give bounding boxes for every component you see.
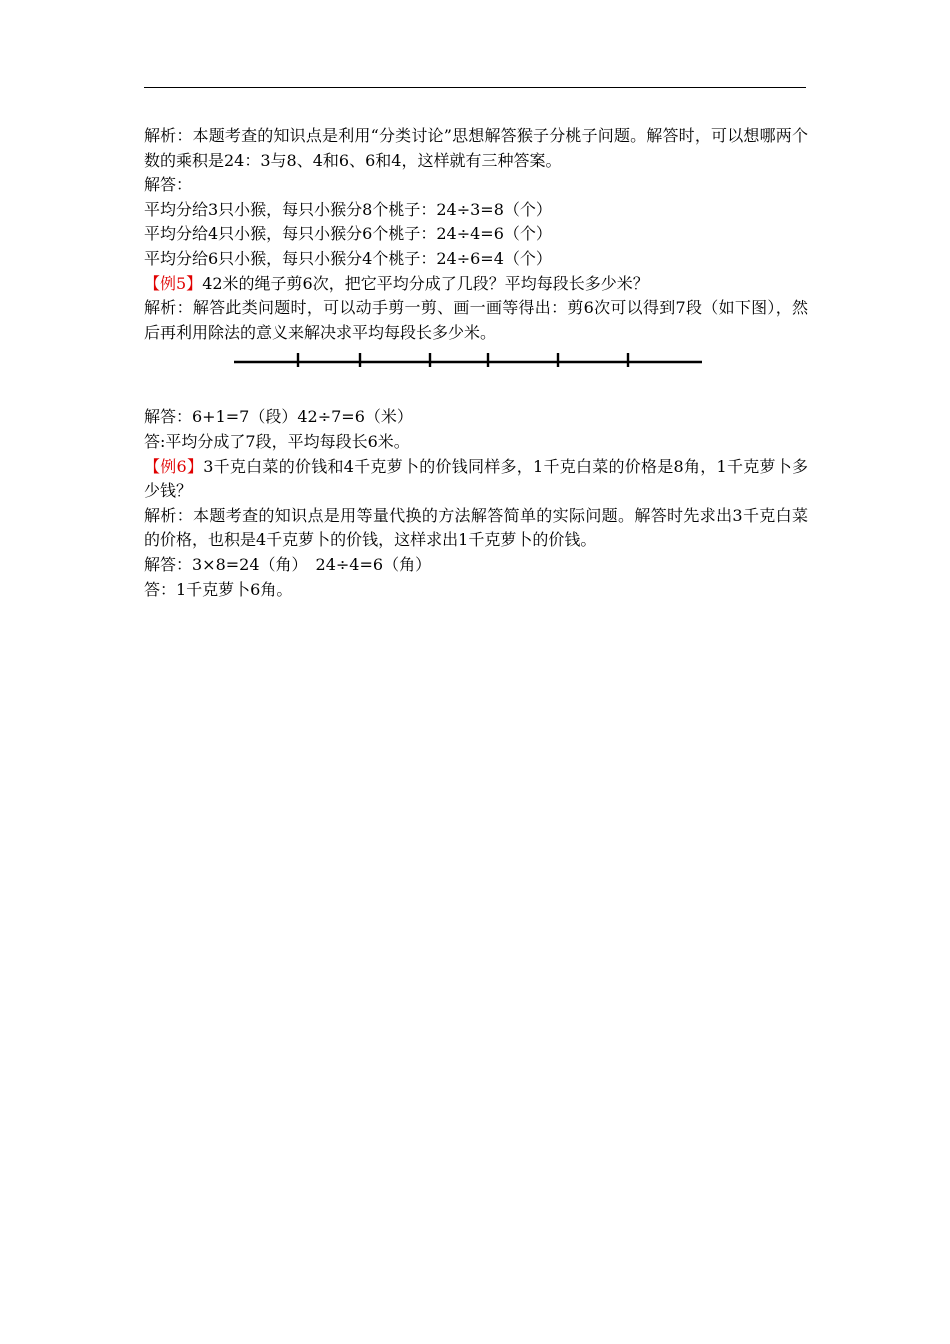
answer-line-3: 平均分给6只小猴，每只小猴分4个桃子：24÷6=4（个） — [144, 248, 552, 268]
analysis-paragraph-1: 解析：本题考查的知识点是利用“分类讨论”思想解答猴子分桃子问题。解答时，可以想哪两个数的乘积是24：3与8、4和6、6和4，这样就有三种答案。 — [144, 126, 808, 170]
rope-figure — [144, 345, 808, 405]
analysis-paragraph-2: 解析：解答此类问题时，可以动手剪一剪、画一画等得出：剪6次可以得到7段（如下图），然后再利用除法的意义来解决求平均每段长多少米。 — [144, 298, 808, 342]
rope-diagram — [232, 345, 712, 375]
answer-calculation: 解答：6+1=7（段）42÷7=6（米） — [144, 407, 413, 427]
example-5-question — [144, 272, 808, 297]
analysis-paragraph-3: 解析：本题考查的知识点是用等量代换的方法解答简单的实际问题。解答时先求出3千克白菜的价格，也积是4千克萝卜的价钱，这样求出1千克萝卜的价钱。 — [144, 505, 808, 550]
example-6-text: 3千克白菜的价钱和4千克萝卜的价钱同样多，1千克白菜的价格是8角，1千克萝卜多少钱？ — [144, 456, 808, 501]
answer-calculation-6: 解答：3×8=24（角） 24÷4=6（角） — [144, 554, 432, 574]
answer-conclusion-6: 答：1千克萝卜6角。 — [144, 579, 293, 599]
example-6-tag: 【例6】 — [144, 456, 204, 476]
document-body — [144, 124, 808, 602]
example-5-tag: 【例5】 — [144, 273, 203, 293]
example-5-text: 42米的绳子剪6次，把它平均分成了几段？平均每段长多少米？ — [202, 273, 649, 293]
answer-line-1: 平均分给3只小猴，每只小猴分8个桃子：24÷3=8（个） — [144, 199, 552, 219]
cut-marks — [298, 353, 628, 367]
answer-line-2: 平均分给4只小猴，每只小猴分6个桃子：24÷4=6（个） — [144, 224, 552, 244]
answer-label: 解答： — [144, 175, 193, 195]
header-rule — [144, 87, 806, 88]
answer-conclusion-5: 答:平均分成了7段，平均每段长6米。 — [144, 431, 410, 451]
example-6-question — [144, 455, 808, 504]
